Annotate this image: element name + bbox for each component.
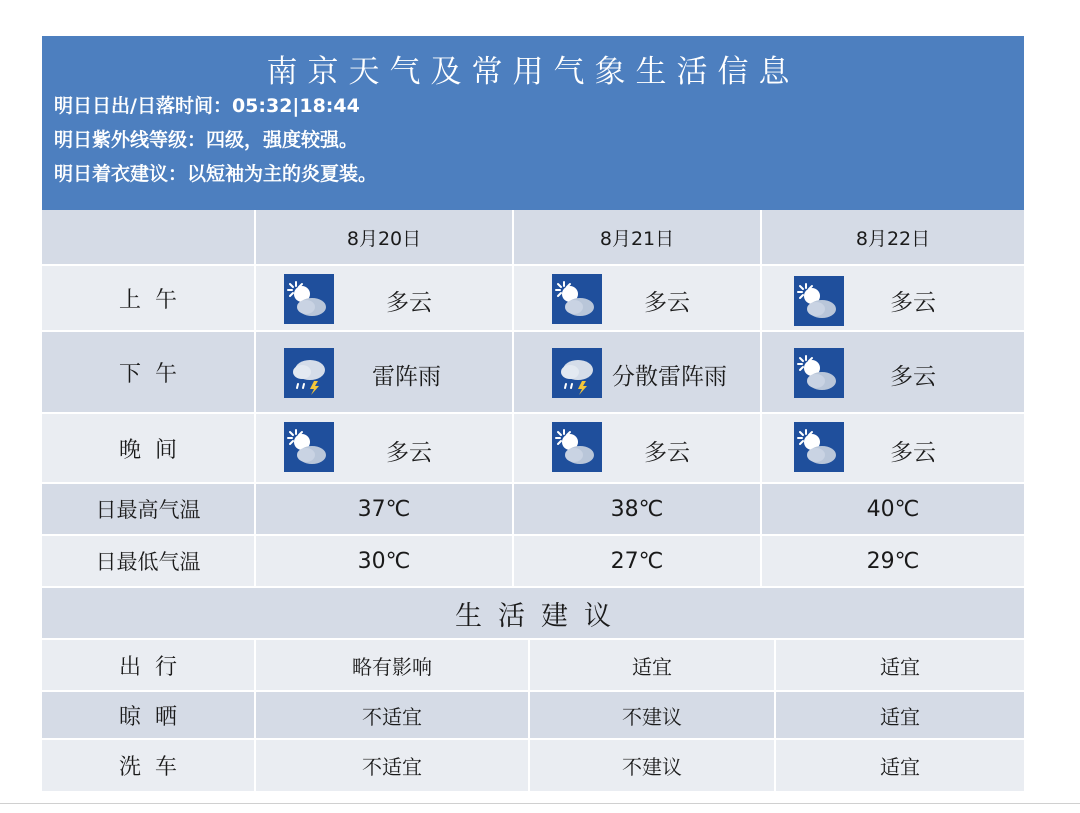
- partly-cloudy-icon: [794, 422, 844, 472]
- temp-cell: [514, 484, 760, 534]
- advice-value: 适宜: [880, 755, 920, 779]
- row-label-cell: [42, 536, 254, 586]
- advice-cell: [776, 740, 1024, 791]
- weather-card: [42, 36, 1024, 791]
- low-temp: 29℃: [866, 548, 920, 574]
- partly-cloudy-icon: [794, 348, 844, 398]
- row-label: 洗车: [118, 755, 191, 780]
- low-temp-row: [42, 536, 1024, 586]
- temp-cell: [762, 484, 1024, 534]
- row-label-cell: [42, 414, 254, 482]
- partly-cloudy-icon: [552, 274, 602, 324]
- advice-value: 不建议: [622, 755, 682, 779]
- temp-cell: [514, 536, 760, 586]
- weather-cell: [514, 332, 760, 412]
- date-label: 8月20日: [346, 227, 422, 250]
- advice-cell: [530, 692, 774, 738]
- advice-value: 不建议: [622, 704, 682, 729]
- row-label: 上午: [118, 287, 191, 313]
- low-temp: 30℃: [357, 548, 411, 574]
- drying-row: [42, 692, 1024, 738]
- carwash-row: [42, 740, 1024, 791]
- partly-cloudy-icon: [284, 274, 334, 324]
- weather-text: 多云: [386, 290, 432, 316]
- row-label-cell: [42, 740, 254, 791]
- advice-cell: [256, 740, 528, 791]
- high-temp: 37℃: [357, 496, 411, 522]
- high-temp: 40℃: [866, 496, 920, 522]
- weather-cell: [762, 414, 1024, 482]
- clothing-info: 明日着衣建议：以短袖为主的炎夏装。: [54, 163, 378, 185]
- uv-info: 明日紫外线等级：四级，强度较强。: [54, 129, 359, 151]
- row-label-cell: [42, 692, 254, 738]
- bottom-divider: [0, 803, 1080, 804]
- row-label: 晾晒: [118, 704, 191, 730]
- temp-cell: [256, 536, 512, 586]
- sunrise-sunset-info: 明日日出/日落时间：05:32|18:44: [54, 95, 360, 117]
- date-cell: [256, 210, 512, 264]
- high-temp: 38℃: [610, 496, 664, 522]
- advice-section-title: 生活建议: [455, 600, 627, 632]
- advice-cell: [776, 640, 1024, 690]
- weather-cell: [256, 332, 512, 412]
- row-label: 下午: [118, 361, 191, 387]
- weather-text: 雷阵雨: [372, 364, 441, 390]
- row-label-cell: [42, 484, 254, 534]
- weather-text: 多云: [890, 440, 936, 466]
- weather-text: 多云: [890, 290, 936, 316]
- afternoon-row: [42, 332, 1024, 412]
- advice-value: 不适宜: [362, 704, 422, 729]
- advice-cell: [530, 740, 774, 791]
- advice-cell: [530, 640, 774, 690]
- advice-cell: [256, 692, 528, 738]
- advice-section-title-cell: [42, 588, 1024, 638]
- advice-value: 不适宜: [362, 755, 422, 779]
- temp-cell: [762, 536, 1024, 586]
- low-temp: 27℃: [610, 548, 664, 574]
- temp-cell: [256, 484, 512, 534]
- weather-text: 分散雷阵雨: [612, 364, 727, 390]
- evening-row: [42, 414, 1024, 482]
- weather-cell: [762, 266, 1024, 330]
- partly-cloudy-icon: [552, 422, 602, 472]
- row-label-cell: [42, 266, 254, 330]
- advice-value: 适宜: [632, 654, 672, 679]
- date-row: [42, 210, 1024, 264]
- weather-text: 多云: [386, 440, 432, 466]
- weather-text: 多云: [644, 290, 690, 316]
- header-panel: [42, 36, 1024, 210]
- advice-value: 适宜: [880, 654, 920, 679]
- thunderstorm-icon: [552, 348, 602, 398]
- weather-text: 多云: [644, 440, 690, 466]
- thunderstorm-icon: [284, 348, 334, 398]
- travel-row: [42, 640, 1024, 690]
- row-label: 日最低气温: [95, 550, 201, 574]
- weather-cell: [514, 414, 760, 482]
- date-label: 8月22日: [855, 227, 931, 250]
- date-cell: [514, 210, 760, 264]
- row-label-cell: [42, 332, 254, 412]
- page-title: 南京天气及常用气象生活信息: [266, 54, 800, 90]
- row-label-cell: [42, 640, 254, 690]
- morning-row: [42, 266, 1024, 330]
- weather-cell: [256, 414, 512, 482]
- high-temp-row: [42, 484, 1024, 534]
- advice-section-row: [42, 588, 1024, 638]
- weather-cell: [762, 332, 1024, 412]
- partly-cloudy-icon: [794, 276, 844, 326]
- row-label: 晚间: [118, 437, 191, 463]
- weather-cell: [514, 266, 760, 330]
- date-label: 8月21日: [599, 227, 675, 250]
- partly-cloudy-icon: [284, 422, 334, 472]
- row-label: 日最高气温: [95, 498, 201, 522]
- advice-value: 适宜: [880, 704, 920, 729]
- row-label: 出行: [118, 654, 191, 680]
- advice-value: 略有影响: [352, 654, 432, 679]
- advice-cell: [256, 640, 528, 690]
- date-cell: [762, 210, 1024, 264]
- weather-cell: [256, 266, 512, 330]
- date-row-corner: [42, 210, 254, 264]
- advice-cell: [776, 692, 1024, 738]
- weather-text: 多云: [890, 364, 936, 390]
